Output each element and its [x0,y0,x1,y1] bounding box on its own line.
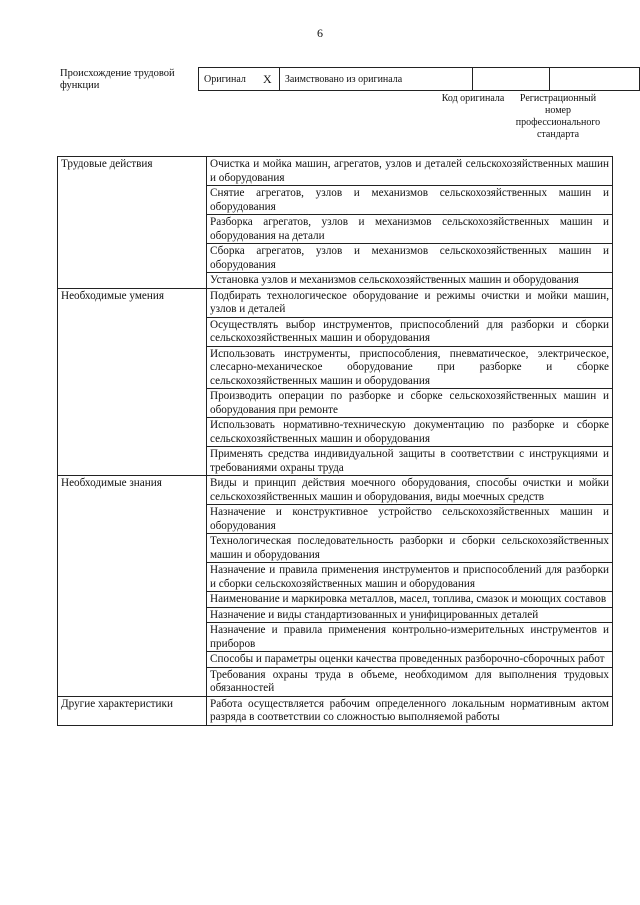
origin-label: Происхождение трудовой функции [60,68,175,91]
item-cell: Снятие агрегатов, узлов и механизмов сельскохозяйственных машин и оборудования [207,186,613,215]
item-cell: Назначение и виды стандартизованных и унифицированных деталей [207,607,613,623]
item-cell: Очистка и мойка машин, агрегатов, узлов и деталей сельскохозяйственных машин и оборудования [207,157,613,186]
table-row [58,476,613,505]
item-cell: Использовать нормативно-техническую документацию по разборке и сборке сельскохозяйственных машин и оборудования [207,418,613,447]
category-cell: Трудовые действия [58,157,207,289]
original-cell: Оригинал [199,68,256,91]
reg-number-cell [550,68,640,91]
item-cell: Применять средства индивидуальной защиты в соответствии с инструкциями и требованиями охраны труда [207,447,613,476]
origin-table [198,67,640,91]
item-cell: Наименование и маркировка металлов, масел, топлива, смазок и моющих составов [207,592,613,608]
reg-caption: Регистрационный номер профессионального стандарта [515,93,601,140]
category-cell: Необходимые знания [58,476,207,697]
original-mark: X [256,68,280,91]
labor-function-table [57,156,613,726]
item-cell: Сборка агрегатов, узлов и механизмов сельскохозяйственных машин и оборудования [207,244,613,273]
item-cell: Требования охраны труда в объеме, необходимом для выполнения трудовых обязанностей [207,667,613,696]
item-cell: Назначение и правила применения инструментов и приспособлений для разборки и сборки сельскохозяйственных машин и оборудования [207,563,613,592]
code-caption: Код оригинала [441,93,505,104]
item-cell: Технологическая последовательность разборки и сборки сельскохозяйственных машин и оборудования [207,534,613,563]
item-cell: Осуществлять выбор инструментов, приспособлений для разборки и сборки сельскохозяйственных машин и оборудования [207,317,613,346]
item-cell: Производить операции по разборке и сборке сельскохозяйственных машин и оборудования при ремонте [207,389,613,418]
borrowed-cell: Заимствовано из оригинала [279,68,472,91]
item-cell: Использовать инструменты, приспособления, пневматическое, электрическое, слесарно-механическое оборудование при разборке и сборке сельскохозяйственных машин и оборудования [207,346,613,389]
item-cell: Подбирать технологическое оборудование и режимы очистки и мойки машин, узлов и деталей [207,288,613,317]
code-cell [472,68,550,91]
page-number: 6 [317,26,323,40]
item-cell: Способы и параметры оценки качества проведенных разборочно-сборочных работ [207,652,613,668]
item-cell: Назначение и конструктивное устройство сельскохозяйственных машин и оборудования [207,505,613,534]
table-row [58,157,613,186]
category-cell: Необходимые умения [58,288,207,476]
table-row [58,288,613,317]
item-cell: Назначение и правила применения контрольно-измерительных инструментов и приборов [207,623,613,652]
category-cell: Другие характеристики [58,696,207,725]
item-cell: Работа осуществляется рабочим определенного локальным нормативным актом разряда в соответствии со сложностью выполняемой работы [207,696,613,725]
item-cell: Разборка агрегатов, узлов и механизмов сельскохозяйственных машин и оборудования на детали [207,215,613,244]
item-cell: Виды и принцип действия моечного оборудования, способы очистки и мойки сельскохозяйственных машин и оборудования, виды моечных средств [207,476,613,505]
table-row [58,696,613,725]
item-cell: Установка узлов и механизмов сельскохозяйственных машин и оборудования [207,273,613,289]
